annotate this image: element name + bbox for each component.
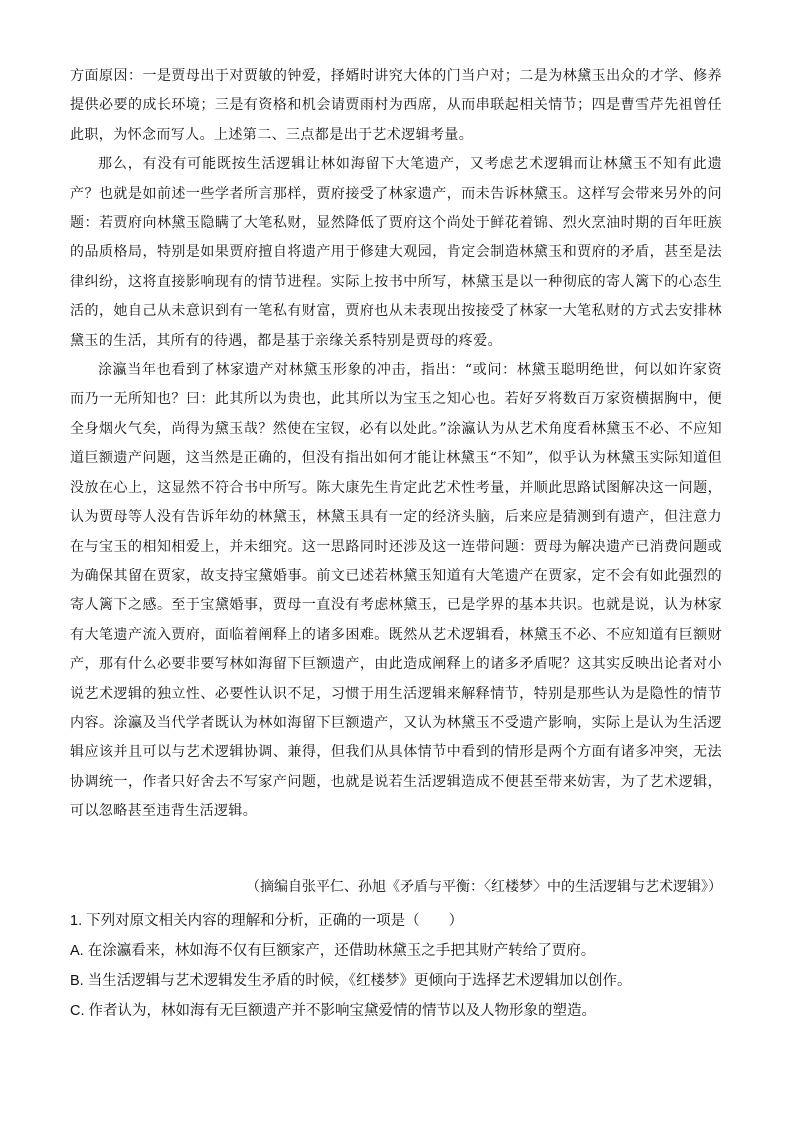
passage-paragraph-1: 方面原因：一是贾母出于对贾敏的钟爱，择婿时讲究大体的门当户对；二是为林黛玉出众的才学、修养提供必要的成长环境；三是有资格和机会请贾雨村为西席，从而串联起相关情节；四是曹雪芹先祖曾任此职，为怀念而写人。上述第二、三点都是出于艺术逻辑考量。 [70,68,722,143]
question-1-option-b[interactable]: B. 当生活逻辑与艺术逻辑发生矛盾的时候，《红楼梦》更倾向于选择艺术逻辑加以创作。 [70,973,632,989]
question-list [70,906,730,1026]
reading-passage [70,62,722,827]
passage-source-citation: （摘编自张平仁、孙旭《矛盾与平衡：〈红楼梦〉中的生活逻辑与艺术逻辑》） [246,879,722,895]
question-1-option-c[interactable]: C. 作者认为，林如海有无巨额遗产并不影响宝黛爱情的情节以及人物形象的塑造。 [70,1003,597,1019]
passage-paragraph-2: 那么，有没有可能既按生活逻辑让林如海留下大笔遗产，又考虑艺术逻辑而让林黛玉不知有此遗产？也就是如前述一些学者所言那样，贾府接受了林家遗产，而未告诉林黛玉。这样写会带来另外的问题：若贾府向林黛玉隐瞒了大笔私财，显然降低了贾府这个尚处于鲜花着锦、烈火烹油时期的百年旺族的品质格局，特别是如果贾府擅自将遗产用于修建大观园，肯定会制造林黛玉和贾府的矛盾，甚至是法律纠纷，这将直接影响现有的情节进程。实际上按书中所写，林黛玉是以一种彻底的寄人篱下的心态生活的，她自己从未意识到有一笔私有财富，贾府也从未表现出按接受了林家一大笔私财的方式去安排林黛玉的生活，其所有的待遇，都是基于亲缘关系特别是贾母的疼爱。 [70,156,722,349]
passage-paragraph-3: 涂瀛当年也看到了林家遗产对林黛玉形象的冲击，指出：“或问：林黛玉聪明绝世，何以如许家资而乃一无所知也？曰：此其所以为贵也，此其所以为宝玉之知心也。若好歹将数百万家资横据胸中，便全身烟火气矣，尚得为黛玉哉？然使在宝钗，必有以处此。”涂瀛认为从艺术角度看林黛玉不必、不应知道巨额遗产问题，这当然是正确的，但没有指出如何才能让林黛玉“不知”，似乎认为林黛玉实际知道但没放在心上，这显然不符合书中所写。陈大康先生肯定此艺术性考量，并顺此思路试图解决这一问题，认为贾母等人没有告诉年幼的林黛玉，林黛玉具有一定的经济头脑，后来应是猜测到有遗产，但注意力在与宝玉的相知相爱上，并未细究。这一思路同时还涉及这一连带问题：贾母为解决遗产已消费问题或为确保其留在贾家，故支持宝黛婚事。前文已述若林黛玉知道有大笔遗产在贾家，定不会有如此强烈的寄人篱下之感。至于宝黛婚事，贾母一直没有考虑林黛玉，已是学界的基本共识。也就是说，认为林家有大笔遗产流入贾府，面临着阐释上的诸多困难。既然从艺术逻辑看，林黛玉不必、不应知道有巨额财产，那有什么必要非要写林如海留下巨额遗产，由此造成阐释上的诸多矛盾呢？这其实反映出论者对小说艺术逻辑的独立性、必要性认识不足，习惯于用生活逻辑来解释情节，特别是那些认为是隐性的情节内容。涂瀛及当代学者既认为林如海留下巨额遗产，又认为林黛玉不受遗产影响，实际上是认为生活逻辑应该并且可以与艺术逻辑协调、兼得，但我们从具体情节中看到的情形是两个方面有诸多冲突，无法协调统一，作者只好舍去不写家产问题，也就是说若生活逻辑造成不便甚至带来妨害，为了艺术逻辑，可以忽略甚至违背生活逻辑。 [70,362,722,820]
question-1-option-a[interactable]: A. 在涂瀛看来，林如海不仅有巨额家产，还借助林黛玉之手把其财产转给了贾府。 [70,943,596,959]
question-1-stem: 1. 下列对原文相关内容的理解和分析，正确的一项是（ ） [70,913,464,929]
